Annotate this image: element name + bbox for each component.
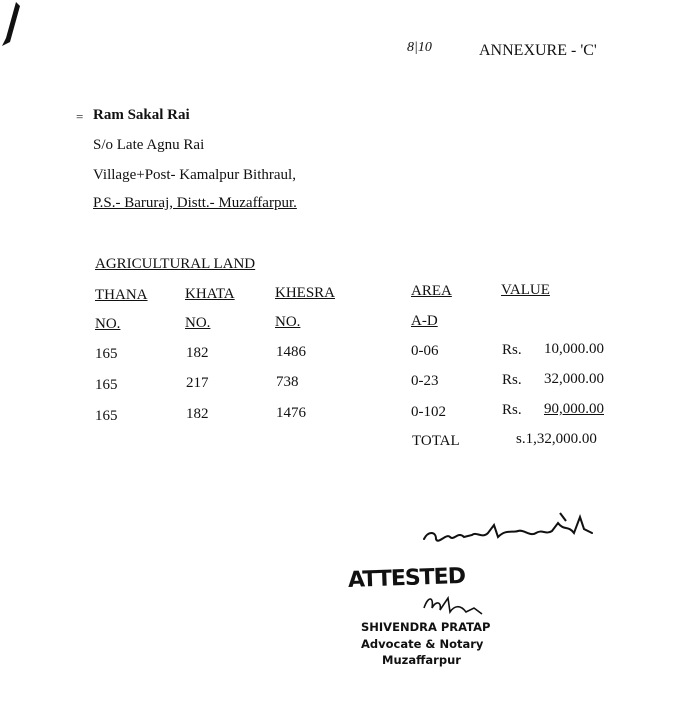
table-row-1-rs: Rs. — [502, 342, 522, 358]
table-row-2-area: 0-23 — [411, 373, 439, 389]
table-row-2-rs: Rs. — [502, 372, 522, 388]
annexure-label: ANNEXURE - 'C' — [479, 42, 597, 59]
table-row-1-area: 0-06 — [411, 343, 439, 359]
owner-father: S/o Late Agnu Rai — [93, 137, 205, 153]
table-row-3-area: 0-102 — [411, 404, 446, 420]
owner-village: Village+Post- Kamalpur Bithraul, — [93, 167, 296, 183]
col-header-khesra: KHESRA — [275, 285, 336, 301]
col-header-thana: THANA — [95, 287, 148, 303]
table-row-1-thana: 165 — [95, 346, 118, 362]
section-title: AGRICULTURAL LAND — [95, 256, 256, 272]
table-row-2-khata: 217 — [186, 375, 209, 391]
col-subheader-thana-no: NO. — [95, 316, 121, 332]
col-subheader-khesra-no: NO. — [275, 314, 301, 330]
corner-scan-mark — [0, 0, 24, 52]
table-row-1-khata: 182 — [186, 345, 209, 361]
table-row-2-thana: 165 — [95, 377, 118, 393]
stamp-name: SHIVENDRA PRATAP — [361, 620, 491, 634]
owner-ps-district: P.S.- Baruraj, Distt.- Muzaffarpur. — [93, 195, 297, 211]
handwritten-signature — [418, 503, 604, 549]
table-row-3-value: 90,000.00 — [544, 401, 604, 417]
col-header-area: AREA — [411, 283, 452, 299]
col-header-khata: KHATA — [185, 286, 235, 302]
stamp-initials — [420, 590, 490, 620]
col-subheader-area-ad: A-D — [411, 313, 438, 329]
total-label: TOTAL — [412, 433, 460, 449]
stamp-role: Advocate & Notary — [361, 637, 484, 651]
table-row-1-value: 10,000.00 — [544, 341, 604, 357]
col-header-value: VALUE — [501, 282, 550, 298]
stamp-place: Muzaffarpur — [382, 653, 461, 667]
margin-dash: = — [76, 109, 84, 124]
table-row-3-rs: Rs. — [502, 402, 522, 418]
table-row-2-value: 32,000.00 — [544, 371, 604, 387]
table-row-1-khesra: 1486 — [276, 344, 306, 360]
page-note: 8|10 — [407, 40, 432, 55]
table-row-3-thana: 165 — [95, 408, 118, 424]
owner-name: Ram Sakal Rai — [93, 107, 190, 123]
table-row-3-khesra: 1476 — [276, 405, 306, 421]
table-row-2-khesra: 738 — [276, 374, 299, 390]
total-value: s.1,32,000.00 — [516, 431, 597, 447]
col-subheader-khata-no: NO. — [185, 315, 211, 331]
table-row-3-khata: 182 — [186, 406, 209, 422]
stamp-attested: ATTESTED — [347, 563, 466, 594]
